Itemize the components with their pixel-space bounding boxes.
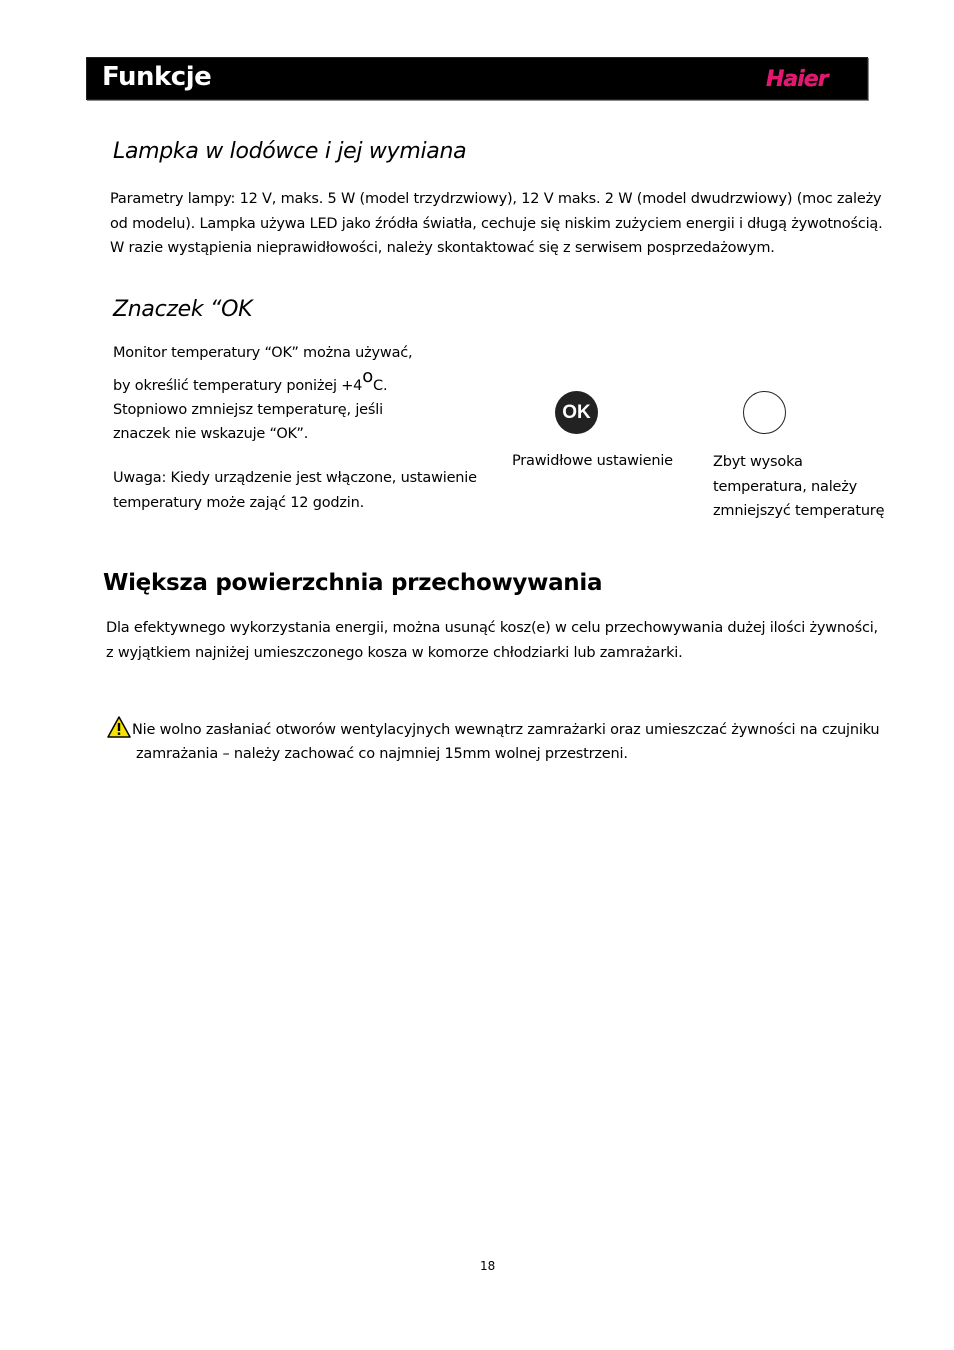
empty-caption-line: temperatura, należy [713, 478, 858, 495]
storage-text-line: Dla efektywnego wykorzystania energii, można usunąć kosz(e) w celu przechowywania dużej ilości żywności, [106, 620, 878, 636]
warning-triangle-icon [107, 716, 131, 738]
degree-symbol: o [362, 366, 374, 387]
ok-indicator-caption: Prawidłowe ustawienie [512, 453, 673, 469]
storage-section-text [106, 616, 878, 665]
ok-note-line: Uwaga: Kiedy urządzenie jest włączone, ustawienie [113, 470, 477, 486]
lamp-section-text [110, 187, 883, 261]
warning-text-line: zamrażania – należy zachować co najmniej 15mm wolnej przestrzeni. [136, 746, 628, 762]
empty-indicator-icon [743, 391, 786, 434]
brand-logo: Haier [766, 67, 828, 92]
ok-section-heading: Znaczek “OK [113, 297, 253, 322]
ok-text-prefix: by określić temperatury poniżej +4 [113, 378, 363, 394]
ok-text-line-temperature [113, 366, 388, 399]
empty-caption-line: zmniejszyć temperaturę [713, 503, 885, 519]
ok-indicator-icon: OK [555, 391, 598, 434]
page-title: Funkcje [102, 62, 212, 92]
ok-text-line: znaczek nie wskazuje “OK”. [113, 426, 309, 442]
page-number: 18 [480, 1259, 496, 1273]
empty-indicator-caption [713, 450, 884, 524]
empty-caption-line: Zbyt wysoka [713, 454, 803, 470]
storage-section-heading: Większa powierzchnia przechowywania [103, 570, 603, 596]
storage-text-line: z wyjątkiem najniżej umieszczonego kosza w komorze chłodziarki lub zamrażarki. [106, 644, 683, 661]
lamp-text-line: Parametry lampy: 12 V, maks. 5 W (model trzydrzwiowy), 12 V maks. 2 W (model dwudrzwiowy) (moc zależy [110, 191, 882, 207]
ok-text-suffix: C. [373, 378, 388, 394]
ok-note-line: temperatury może zająć 12 godzin. [113, 495, 365, 511]
ok-text-line: Stopniowo zmniejsz temperaturę, jeśli [113, 402, 383, 418]
lamp-section-heading: Lampka w lodówce i jej wymiana [113, 139, 467, 164]
warning-text-line: Nie wolno zasłaniać otworów wentylacyjnych wewnątrz zamrażarki oraz umieszczać żywności na czujniku [132, 722, 880, 738]
ok-text-line: Monitor temperatury “OK” można używać, [113, 345, 413, 361]
lamp-text-line: od modelu). Lampka używa LED jako źródła światła, cechuje się niskim zużyciem energii i długą żywotnością. [110, 215, 883, 232]
lamp-text-line: W razie wystąpienia nieprawidłowości, należy skontaktować się z serwisem posprzedażowym. [110, 240, 775, 256]
